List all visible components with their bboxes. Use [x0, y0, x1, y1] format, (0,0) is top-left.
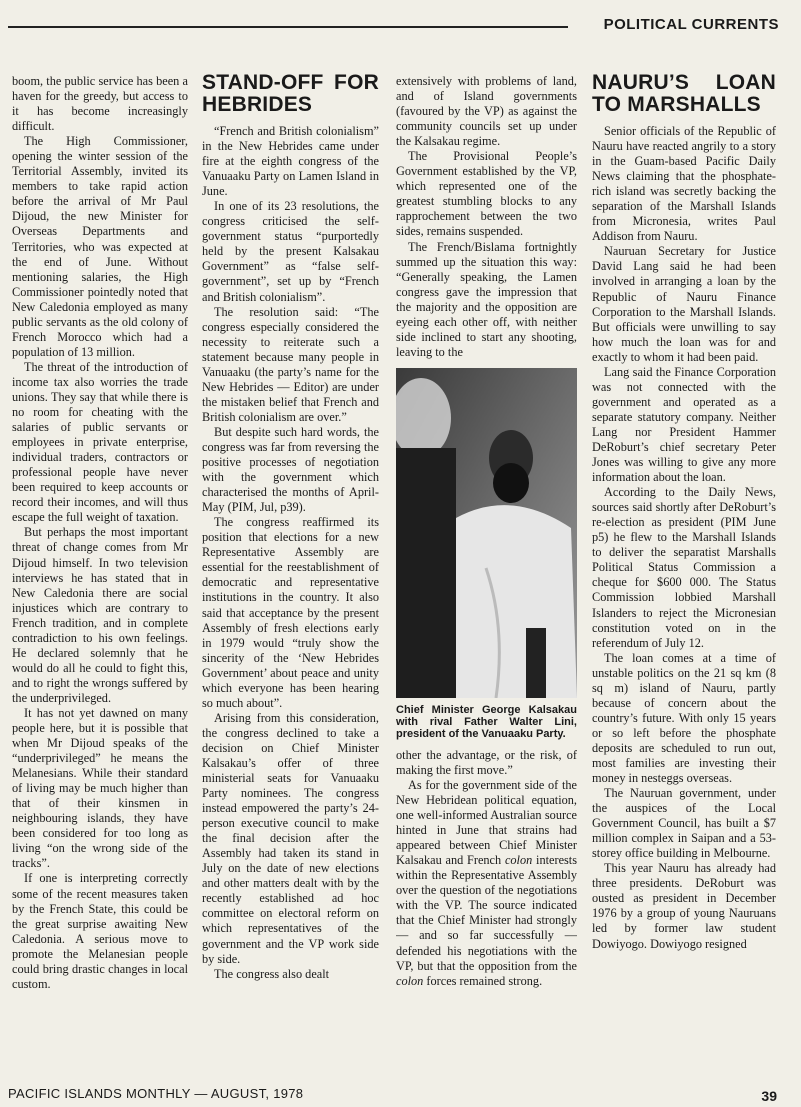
news-photo [396, 368, 577, 698]
header-rule [8, 26, 568, 28]
column-1 [12, 74, 188, 1074]
paragraph: Senior officials of the Republic of Nauru have reacted angrily to a story in the Guam-based Pacific Daily News claiming that the phosphate-rich island was secretly backing the separation of the Marshall Islands from Micronesia, writes Paul Addison from Nauru. [592, 124, 776, 244]
page-number: 39 [761, 1088, 777, 1104]
column-3 [396, 74, 577, 1084]
column-4 [592, 74, 776, 1084]
paragraph: The loan comes at a time of unstable politics on the 21 sq km (8 sq m) island of Nauru, partly because of concern about the country’s future. With only 15 years or so left before the phosphate deposits are scheduled to run out, most families are investing their money in nesteggs overseas. [592, 650, 776, 786]
paragraph: “French and British colonialism” in the New Hebrides came under fire at the eighth congress of the Vanuaaku Party on Lamen Island in June. [202, 124, 379, 199]
paragraph: extensively with problems of land, and of Island governments (favoured by the VP) as against the community councils set up under the Kalsakau regime. [396, 74, 577, 149]
paragraph: But perhaps the most important threat of change comes from Mr Dijoud himself. In two television interviews he has stated that in New Caledonia there are social injustices which are contrary to French tradition, and in complete contradiction to his own feelings. He declared solemnly that he would do all he could to fight this, and to right the wrongs suffered by the underprivileged. [12, 525, 188, 705]
paragraph: The resolution said: “The congress especially considered the necessity to reiterate such a statement because many people in Vanuaaku (the party’s name for the New Hebrides — Editor) are under the mistaken belief that French and British colonialism are over.” [202, 304, 379, 424]
paragraph: If one is interpreting correctly some of the recent measures taken by the French State, this could be the great surprise awaiting New Caledonia. A serious move to promote the Melanesian people could bring drastic changes in local custom. [12, 871, 188, 991]
paragraph: In one of its 23 resolutions, the congress criticised the self-government status “purportedly held by the present Kalsakau Government” as “false self-government”, set up by “French and British colonialism”. [202, 199, 379, 304]
paragraph: The congress reaffirmed its position that elections for a new Representative Assembly are essential for the reestablishment of democratic and representative institutions in the country. It also said that acceptance by the present Assembly of fresh elections early in 1979 would “truly show the sincerity of the ‘New Hebrides Government’ about peace and unity which everyone has been hearing so much about”. [202, 515, 379, 710]
paragraph: The French/Bislama fortnightly summed up the situation this way: “Generally speaking, the Lamen congress gave the impression that the majority and the opposition are eyeing each other off, with neither side inclined to start any shooting, leaving to the [396, 239, 577, 359]
text-run: As for the government side of the New Hebridean political equation, one well-informed Australian source hinted in June that strains had appeared between Chief Minister Kalsakau and French [396, 777, 577, 868]
italic-word: colon [396, 973, 424, 988]
paragraph: The congress also dealt [214, 966, 330, 981]
paragraph: According to the Daily News, sources said shortly after DeRoburt’s re-election as president (PIM June p5) he flew to the Marshall Islands to deliver the separatist Marshalls Political Status Commission a cheque for $600 000. The Status Commission lobbied Marshall Islanders to reject the Micronesian constitution voted on in the referendum of July 12. [592, 485, 776, 650]
paragraph: But despite such hard words, the congress was far from reversing the positive processes of negotiation with the government which characterised the months of April-May (PIM, Jul, p39). [202, 424, 379, 515]
paragraph: Nauruan Secretary for Justice David Lang said he had been involved in arranging a loan by the Republic of Nauru Finance Corporation to the Marshall Islands. But officials were unwilling to say how much the loan was for and exactly to whom it had been paid. [592, 244, 776, 364]
paragraph [396, 778, 577, 989]
article-headline: NAURU’S LOAN TO MARSHALLS [592, 74, 776, 116]
paragraph: The High Commissioner, opening the winter session of the Territorial Assembly, invited its members to take rapid action before the arrival of Mr Paul Dijoud, the new Minister for Overseas Departments and Territories, who was expected at the end of June. Without mentioning salaries, the High Commissioner pointedly noted that New Caledonia employed as many public servants as the old colony of French Morocco which had a population of 13 million. [12, 134, 188, 359]
column-2 [202, 74, 379, 1084]
photo-graphic [396, 368, 577, 698]
photo-caption: Chief Minister George Kalsakau with rival Father Walter Lini, president of the Vanuaaku Party. [396, 703, 577, 740]
section-title: POLITICAL CURRENTS [603, 16, 779, 33]
paragraph: The threat of the introduction of income tax also worries the trade unions. They say that while there is no room for cheating with the salaries of public servants or employees in private enterprise, individual traders, contractors or professional people have never been required to keep accounts or record their incomes, and will thus escape the full weight of taxation. [12, 359, 188, 525]
paragraph: boom, the public service has been a haven for the greedy, but access to it has become increasingly difficult. [12, 74, 188, 134]
paragraph: The Provisional People’s Government established by the VP, which represented one of the greatest stumbling blocks to any rapprochement between the two sides, remains suspended. [396, 149, 577, 239]
publication-footer: PACIFIC ISLANDS MONTHLY — AUGUST, 1978 [8, 1086, 304, 1101]
text-run: forces remained strong. [426, 973, 543, 988]
paragraph: This year Nauru has already had three presidents. DeRoburt was ousted as president in December 1976 by a group of young Nauruans led by former law student Dowiyogo. Dowiyogo resigned [592, 861, 776, 951]
paragraph: Arising from this consideration, the congress declined to take a decision on Chief Minister Kalsakau’s offer of three ministerial seats for Vanuaaku Party nominees. The congress instead empowered the party’s 24-person executive council to make the final decision after the Assembly had taken its stand in July on the date of new elections and other matters dealt with by the recently established ad hoc committee on electoral reform on which representatives of the government and the VP work side by side. [202, 710, 379, 966]
paragraph: It has not yet dawned on many people here, but it is possible that when Mr Dijoud speaks of the “underprivileged” he means the Melanesians. While their standard of living may be much higher than that of their kinsmen in neighbouring islands, they have been considered for too long as living “on the wrong side of the tracks”. [12, 705, 188, 871]
italic-word: colon [504, 853, 533, 868]
paragraph: other the advantage, or the risk, of making the first move.” [396, 747, 577, 777]
article-headline: STAND-OFF FOR HEBRIDES [202, 74, 379, 116]
paragraph: The Nauruan government, under the auspices of the Local Government Council, has built a $7 million complex in Saipan and a 53-storey office building in Melbourne. [592, 786, 776, 861]
paragraph: Lang said the Finance Corporation was not connected with the government and operated as a separate statutory company. Neither Lang nor President Hammer DeRoburt’s chief secretary Peter Jones was willing to give any more information about the loan. [592, 364, 776, 485]
text-run: interests within the Representative Assembly over the question of the negotiations with the VP. The source indicated that the Chief Minister had strongly — and so far successfully — defended his negotiations with the VP, but that the opposition from the [396, 853, 577, 973]
